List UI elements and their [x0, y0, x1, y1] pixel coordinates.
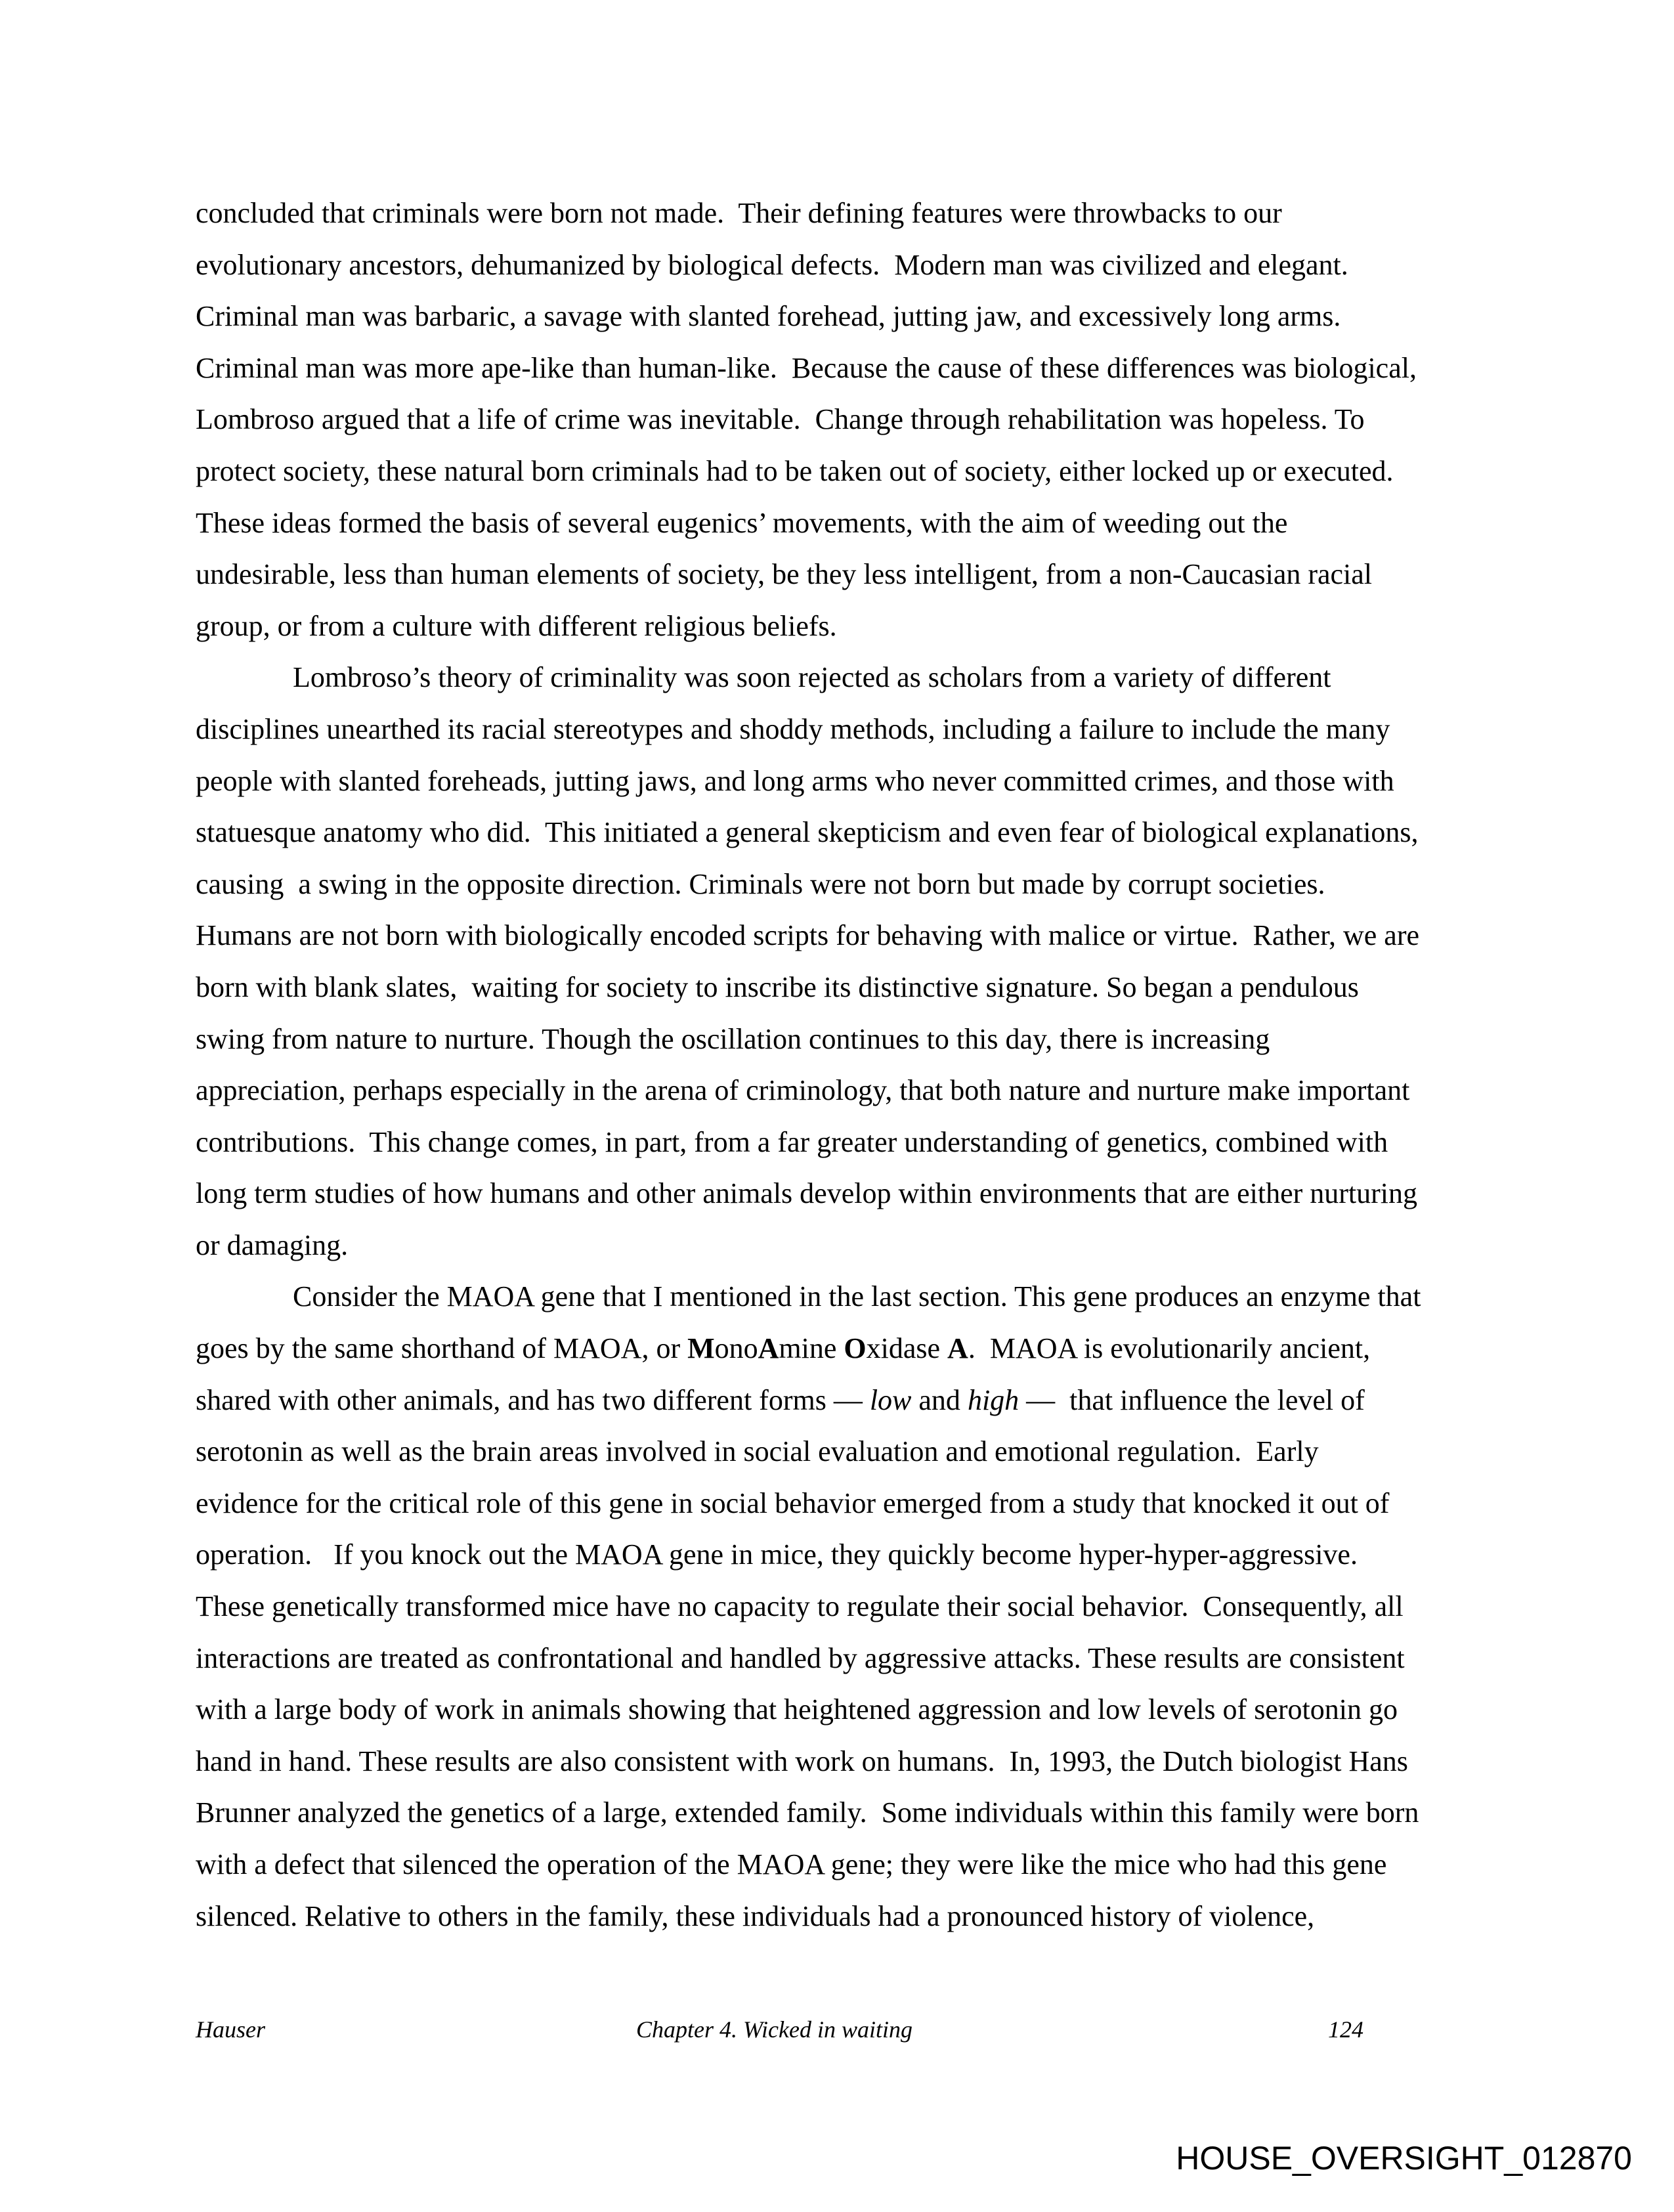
text-line: Consider the MAOA gene that I mentioned in the last section. This gene produces an enzyme that — [293, 1280, 1421, 1313]
bold-text: A — [758, 1332, 779, 1365]
text-line: silenced. Relative to others in the family, these individuals had a pronounced history of violence, — [196, 1899, 1315, 1932]
text-line: concluded that criminals were born not made. Their defining features were throwbacks to our — [196, 197, 1282, 229]
footer-page-number: 124 — [1328, 2016, 1363, 2043]
footer-chapter-title: Chapter 4. Wicked in waiting — [636, 2016, 912, 2043]
text-line — [196, 1381, 1509, 1433]
text-line: operation. If you knock out the MAOA gene in mice, they quickly become hyper-hyper-aggressive. — [196, 1538, 1358, 1571]
bold-text: M — [687, 1332, 715, 1365]
text-line: These genetically transformed mice have no capacity to regulate their social behavior. Consequently, all — [196, 1590, 1404, 1623]
text-line: Criminal man was barbaric, a savage with slanted forehead, jutting jaw, and excessively long arms. — [196, 300, 1341, 333]
text-line: swing from nature to nurture. Though the oscillation continues to this day, there is increasing — [196, 1022, 1270, 1055]
text-line: group, or from a culture with different religious beliefs. — [196, 609, 837, 642]
text-line: serotonin as well as the brain areas involved in social evaluation and emotional regulation. Early — [196, 1435, 1319, 1468]
footer-author: Hauser — [196, 2016, 265, 2043]
text-line: undesirable, less than human elements of society, be they less intelligent, from a non-Caucasian racial — [196, 558, 1373, 591]
text-line: disciplines unearthed its racial stereotypes and shoddy methods, including a failure to include the many — [196, 712, 1390, 745]
text-line: Lombroso’s theory of criminality was soon rejected as scholars from a variety of different — [293, 661, 1331, 694]
text-line: causing a swing in the opposite direction. Criminals were not born but made by corrupt societies. — [196, 867, 1325, 900]
text-span: mine — [779, 1332, 844, 1365]
text-line: with a defect that silenced the operation of the MAOA gene; they were like the mice who had this gene — [196, 1848, 1387, 1880]
text-line: Brunner analyzed the genetics of a large, extended family. Some individuals within this family were born — [196, 1796, 1419, 1829]
text-line: appreciation, perhaps especially in the arena of criminology, that both nature and nurture make important — [196, 1074, 1410, 1107]
text-span: xidase — [866, 1332, 948, 1365]
text-span: — that influence the level of — [1019, 1383, 1365, 1416]
bold-text: O — [844, 1332, 867, 1365]
text-line: protect society, these natural born criminals had to be taken out of society, either locked up or executed. — [196, 454, 1394, 487]
text-line: with a large body of work in animals showing that heightened aggression and low levels of serotonin go — [196, 1693, 1398, 1726]
text-line: interactions are treated as confrontational and handled by aggressive attacks. These results are consistent — [196, 1641, 1405, 1674]
text-span: . MAOA is evolutionarily ancient, — [968, 1332, 1371, 1365]
bold-text: A — [947, 1332, 968, 1365]
text-line: evolutionary ancestors, dehumanized by biological defects. Modern man was civilized and elegant. — [196, 248, 1348, 281]
text-line: These ideas formed the basis of several eugenics’ movements, with the aim of weeding out the — [196, 506, 1288, 539]
text-line: born with blank slates, waiting for society to inscribe its distinctive signature. So began a pendulous — [196, 970, 1359, 1003]
body-text — [196, 194, 1509, 1948]
text-line: evidence for the critical role of this gene in social behavior emerged from a study that knocked it out of — [196, 1486, 1390, 1519]
text-line: Lombroso argued that a life of crime was inevitable. Change through rehabilitation was hopeless. To — [196, 403, 1365, 436]
text-line: long term studies of how humans and other animals develop within environments that are either nurturing — [196, 1177, 1418, 1210]
text-line: or damaging. — [196, 1228, 349, 1261]
text-span: shared with other animals, and has two different forms — — [196, 1383, 870, 1416]
text-span: ono — [714, 1332, 758, 1365]
italic-text: high — [967, 1383, 1019, 1416]
text-line — [196, 1329, 1509, 1381]
text-line: Criminal man was more ape-like than human-like. Because the cause of these differences was biological, — [196, 351, 1417, 384]
text-line: statuesque anatomy who did. This initiated a general skepticism and even fear of biological explanations, — [196, 816, 1419, 849]
text-span: and — [911, 1383, 968, 1416]
italic-text: low — [869, 1383, 912, 1416]
text-line: hand in hand. These results are also consistent with work on humans. In, 1993, the Dutch biologist Hans — [196, 1745, 1408, 1777]
bates-stamp: HOUSE_OVERSIGHT_012870 — [1176, 2140, 1632, 2177]
text-line: people with slanted foreheads, jutting jaws, and long arms who never committed crimes, and those with — [196, 764, 1394, 797]
text-line: contributions. This change comes, in part, from a far greater understanding of genetics, combined with — [196, 1125, 1388, 1158]
text-span: goes by the same shorthand of MAOA, or — [196, 1332, 688, 1365]
text-line: Humans are not born with biologically encoded scripts for behaving with malice or virtue. Rather, we are — [196, 919, 1420, 952]
